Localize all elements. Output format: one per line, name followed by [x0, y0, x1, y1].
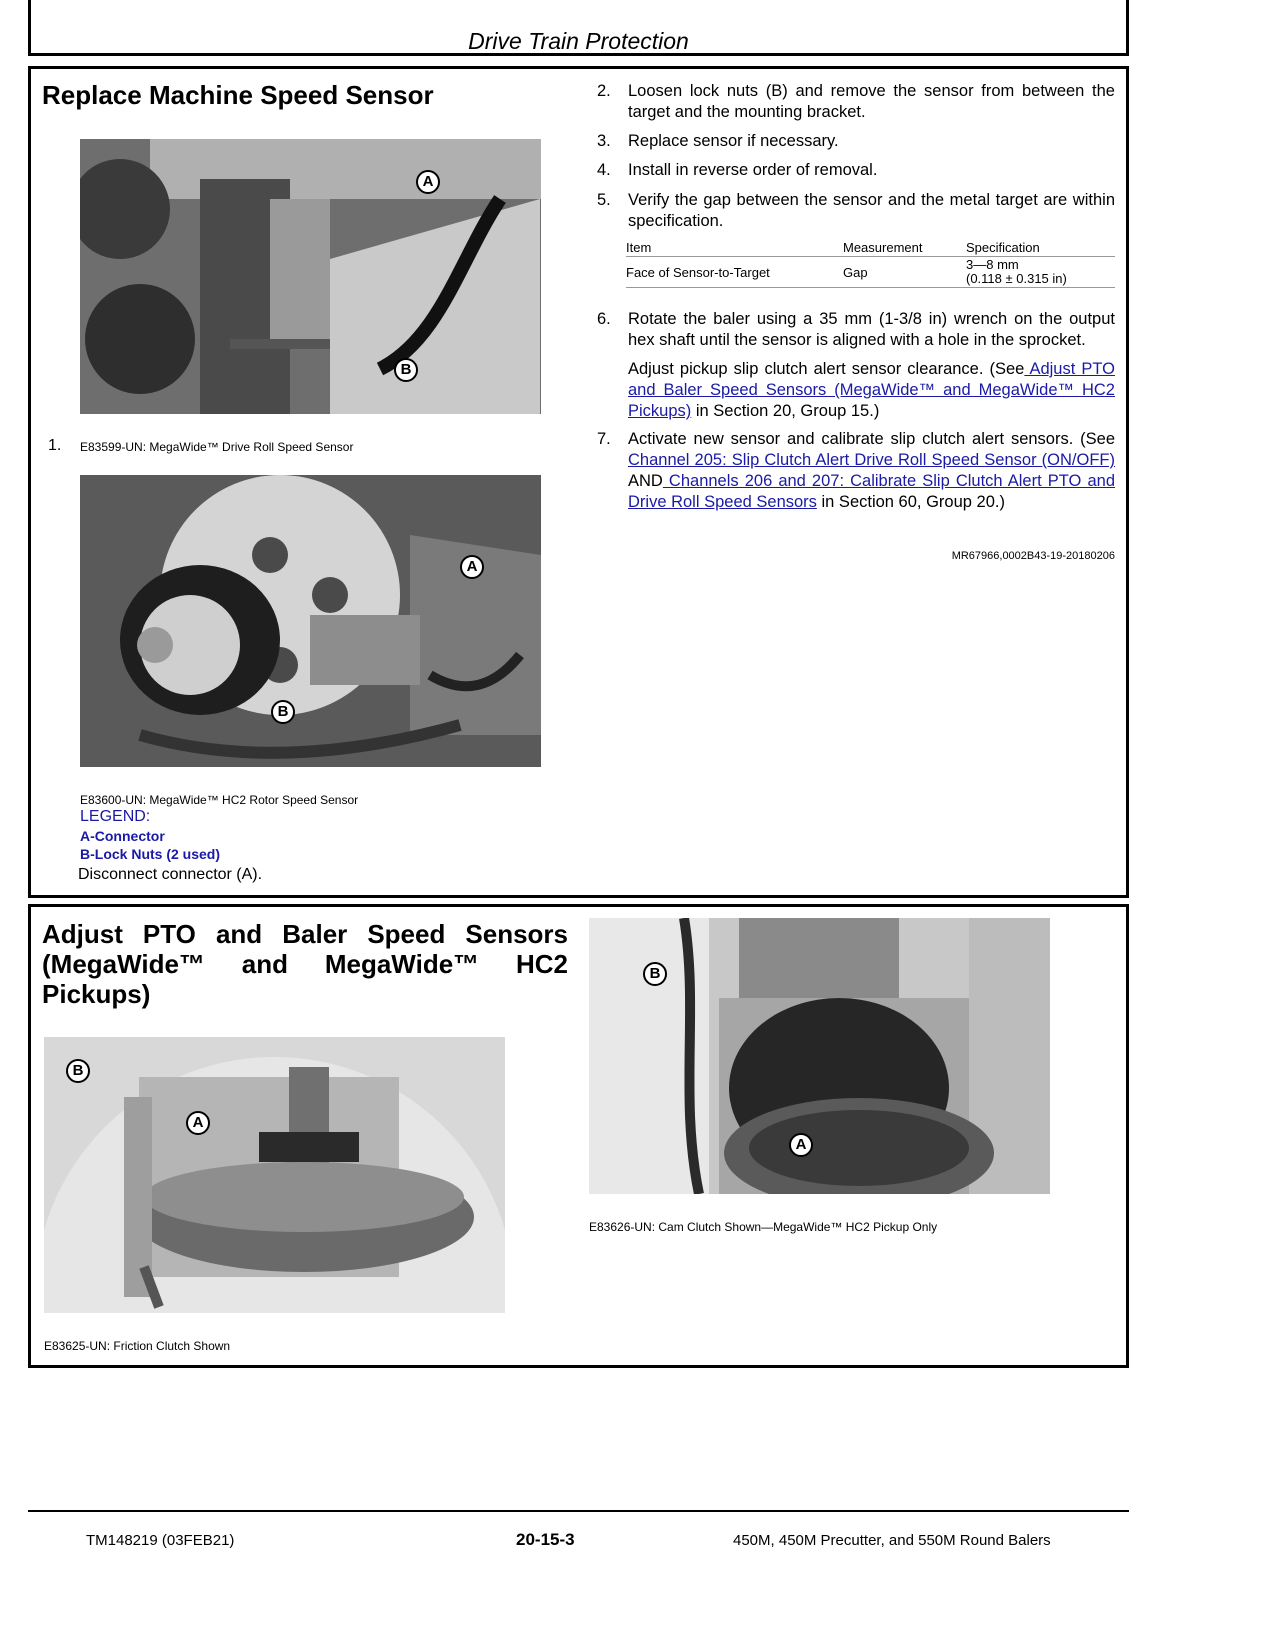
callout-a: A — [416, 170, 440, 194]
step-number: 6. — [597, 310, 611, 328]
step-2 — [597, 81, 1115, 123]
step-text — [628, 429, 1115, 513]
note-text: Adjust pickup slip clutch alert sensor clearance. (See — [628, 360, 1025, 378]
photo-caption-e83626: E83626-UN: Cam Clutch Shown—MegaWide™ HC2 Pickup Only — [589, 1220, 938, 1234]
step-text: Rotate the baler using a 35 mm (1-3/8 in) wrench on the output hex shaft until the sensor is aligned with a hole in the sprocket. — [628, 310, 1115, 349]
step-number: 3. — [597, 132, 611, 150]
link-channels-206-207[interactable]: Channels 206 and 207: Calibrate Slip Clutch Alert PTO and Drive Roll Speed Sensors — [628, 472, 1115, 511]
step-number: 2. — [597, 82, 611, 100]
step-number: 7. — [597, 430, 611, 448]
step-text: Verify the gap between the sensor and the metal target are within specification. — [628, 191, 1115, 230]
step-5 — [597, 190, 1115, 232]
photo-drive-roll-speed-sensor — [80, 139, 541, 414]
section-title-replace-sensor: Replace Machine Speed Sensor — [42, 80, 434, 110]
step-1-number: 1. — [48, 437, 62, 454]
cell-measurement: Gap — [843, 264, 868, 280]
step-number: 4. — [597, 161, 611, 179]
cell-specification — [966, 257, 1115, 288]
callout-b: B — [643, 962, 667, 986]
header-item: Item — [626, 240, 652, 255]
photo-caption-e83625: E83625-UN: Friction Clutch Shown — [44, 1339, 231, 1353]
link-adjust-pto-sensors[interactable]: Adjust PTO and Baler Speed Sensors (MegaWide™ and MegaWide™ HC2 Pickups) — [628, 360, 1115, 420]
legend — [80, 808, 220, 862]
callout-b: B — [394, 358, 418, 382]
step-6-note — [628, 359, 1115, 422]
spec-table-header — [626, 239, 1115, 257]
step-text: Loosen lock nuts (B) and remove the sensor from between the target and the mounting bracket. — [628, 82, 1115, 121]
header-measurement: Measurement — [843, 240, 923, 255]
step-4 — [597, 160, 1115, 181]
link-channel-205[interactable]: Channel 205: Slip Clutch Alert Drive Roll Speed Sensor (ON/OFF) — [628, 451, 1115, 469]
step-text: Replace sensor if necessary. — [628, 132, 839, 150]
footer-product: 450M, 450M Precutter, and 550M Round Balers — [733, 1532, 1051, 1549]
spec-imperial: (0.118 ± 0.315 in) — [966, 271, 1067, 286]
legend-item-b: B-Lock Nuts (2 used) — [80, 846, 221, 862]
footer-rule — [28, 1510, 1129, 1512]
step-1-text: Disconnect connector (A). — [78, 866, 263, 883]
photo-cam-clutch — [589, 918, 1050, 1194]
step-text: Install in reverse order of removal. — [628, 161, 878, 179]
callout-a: A — [186, 1111, 210, 1135]
photo-caption-e83600: E83600-UN: MegaWide™ HC2 Rotor Speed Sensor — [80, 793, 359, 807]
callout-b: B — [66, 1059, 90, 1083]
note-text-end: in Section 20, Group 15.) — [691, 402, 880, 420]
spec-table — [626, 239, 1115, 288]
header-specification: Specification — [966, 240, 1040, 255]
step-7-text-start: Activate new sensor and calibrate slip clutch alert sensors. (See — [628, 430, 1115, 448]
step-7-text-end: in Section 60, Group 20.) — [816, 493, 1005, 511]
reference-code: MR67966,0002B43-19-20180206 — [951, 550, 1115, 562]
callout-a: A — [789, 1133, 813, 1157]
section-title-adjust-sensors: Adjust PTO and Baler Speed Sensors (MegaWide™ and MegaWide™ HC2 Pickups) — [42, 919, 568, 1009]
spec-table-row — [626, 257, 1115, 288]
photo-rotor-speed-sensor — [80, 475, 541, 767]
callout-a: A — [460, 555, 484, 579]
footer-page-number: 20-15-3 — [516, 1530, 575, 1549]
photo-caption-e83599: E83599-UN: MegaWide™ Drive Roll Speed Sensor — [80, 440, 354, 454]
step-number: 5. — [597, 191, 611, 209]
step-3 — [597, 131, 1115, 152]
spec-metric: 3—8 mm — [966, 257, 1019, 272]
step-7-text-and: AND — [628, 472, 663, 490]
photo-friction-clutch — [44, 1037, 505, 1313]
legend-item-a: A-Connector — [80, 828, 165, 844]
page-header-title: Drive Train Protection — [468, 28, 689, 54]
legend-title: LEGEND: — [80, 808, 151, 825]
step-7 — [597, 429, 1115, 534]
cell-item: Face of Sensor-to-Target — [626, 264, 770, 280]
callout-b: B — [271, 700, 295, 724]
step-6 — [597, 309, 1115, 351]
footer-doc-id: TM148219 (03FEB21) — [86, 1532, 235, 1549]
